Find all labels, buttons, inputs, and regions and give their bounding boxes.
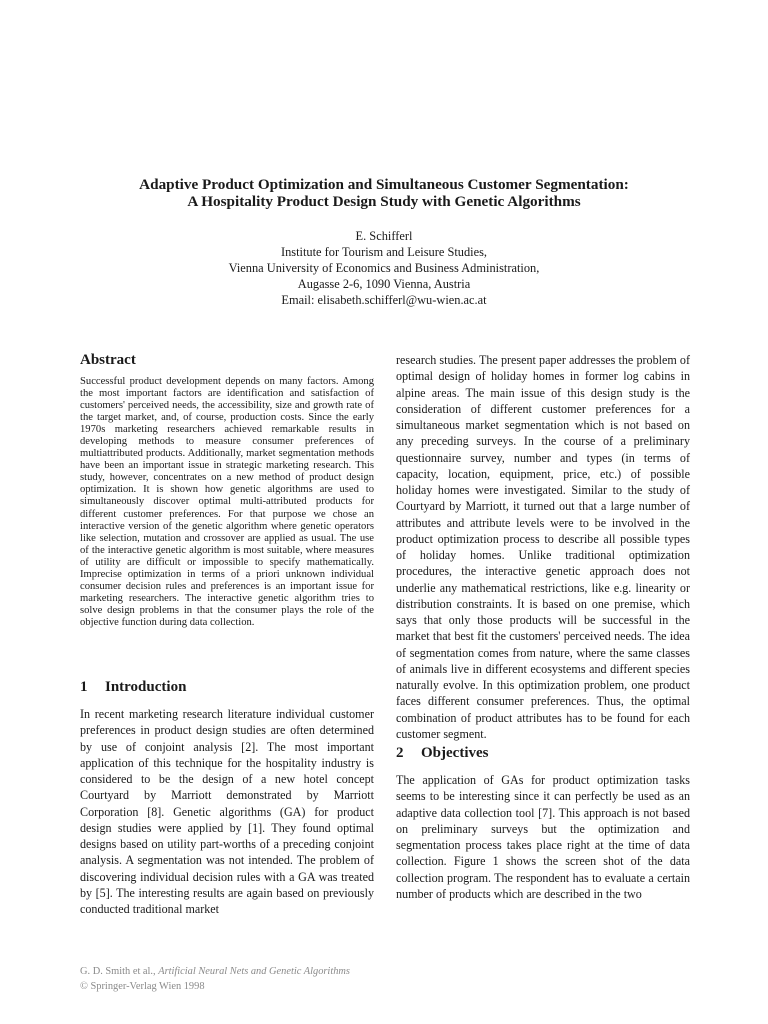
objectives-paragraph: The application of GAs for product optimization tasks seems to be interesting since it can perfectly be used as an adaptive data collection tool [7]. This approach is not based on preliminary surveys but the optimization and segmentation process takes place right at the time of data collection. Figure 1 shows the screen shot of the data collection program. The respondent has to evaluate a certain number of products which are described in the two xyxy=(396,773,690,901)
continuation-paragraph: research studies. The present paper addresses the problem of optimal design of holiday homes in former log cabins in alpine areas. The main issue of this design study is the consideration of different customer preferences for a simultaneous market segmentation which is not based on any preceding surveys. In the course of a preliminary questionnaire survey, number and types (in terms of capacity, location, equipment, price, etc.) of possible holiday homes were investigated. Similar to the study of Courtyard by Marriott, it turned out that a large number of attributes and attribute levels were to be involved in the product optimization process to describe all possible types of holiday homes. Unlike traditional optimization procedures, the interactive genetic approach does not underlie any mathematical restrictions, like e.g. linearity or distribution constraints. It is based on one premise, which says that only those products will be successful in the market that best fit the customers' perceived needs. The idea of segmentation comes from nature, where the same classes of animals live in different ecosystems and different species naturally evolve. In this optimization problem, one product faces different consumer preferences. Thus, the optimal combination of product attributes has to be found for each customer segment. xyxy=(396,353,690,741)
email-line: Email: elisabeth.schifferl@wu-wien.ac.at xyxy=(281,293,487,307)
footer-citation xyxy=(80,964,350,979)
introduction-body xyxy=(80,706,374,917)
paper-title xyxy=(60,176,708,210)
section-title: Objectives xyxy=(421,745,489,761)
affiliation-line-2: Vienna University of Economics and Business Administration, xyxy=(228,261,540,275)
title-line-2: A Hospitality Product Design Study with Genetic Algorithms xyxy=(187,193,581,210)
section-number: 2 xyxy=(396,745,404,761)
introduction-heading xyxy=(80,678,186,696)
abstract-heading: Abstract xyxy=(80,352,136,368)
author-name: E. Schifferl xyxy=(355,229,413,243)
abstract-paragraph: Successful product development depends on many factors. Among the most important factors are identification and satisfaction of customers' perceived needs, the accessibility, size and growth rate of the target market, and, of course, production costs. Since the early 1970s marketing researchers achieved remarkable results in developing methods to measure consumer preferences of multiattributed products. Additionally, market segmentation methods have been an important issue in strategic marketing research. This study, however, concentrates on a new method of product design optimization. It is shown how genetic algorithms are used to simultaneously discover optimal multi-attributed products for different customer preferences. For that purpose we chose an interactive version of the genetic algorithm where genetic operators like selection, mutation and crossover are applied as usual. The use of the interactive genetic algorithm is most suitable, where measures of utility are difficult or impossible to specify mathematically. Imprecise optimization in terms of a priori unknown individual consumer decision rules and preferences is an important issue for marketing researchers. The interactive genetic algorithm tries to solve design problems in that the consumer plays the role of the objective function during data collection. xyxy=(80,376,374,628)
address-line: Augasse 2-6, 1090 Vienna, Austria xyxy=(297,277,471,291)
abstract-body xyxy=(80,376,374,629)
publisher-footer xyxy=(80,964,350,994)
section-number: 1 xyxy=(80,679,88,695)
objectives-heading xyxy=(396,744,488,762)
title-line-1: Adaptive Product Optimization and Simultaneous Customer Segmentation: xyxy=(139,176,629,193)
footer-book-title: Artificial Neural Nets and Genetic Algorithms xyxy=(158,966,350,977)
right-column-continuation xyxy=(396,352,690,742)
author-block xyxy=(60,228,708,308)
affiliation-line-1: Institute for Tourism and Leisure Studies, xyxy=(280,245,488,259)
footer-editors: G. D. Smith et al., xyxy=(80,966,159,977)
objectives-body xyxy=(396,772,690,902)
footer-copyright: © Springer-Verlag Wien 1998 xyxy=(80,981,205,992)
section-title: Introduction xyxy=(105,679,187,695)
introduction-paragraph: In recent marketing research literature individual customer preferences in product design studies are often determined by use of conjoint analysis [2]. The most important application of this technique for the hospitality industry is considered to be the design of a new hotel concept Courtyard by Marriott demonstrated by Marriott Corporation [8]. Genetic algorithms (GA) for product design studies were applied by [1]. They found optimal designs based on utility part-worths of a preceding conjoint analysis. A segmentation was not intended. The problem of discovering individual decision rules with a GA was treated by [5]. The interesting results are again based on previously conducted traditional market xyxy=(80,707,374,916)
